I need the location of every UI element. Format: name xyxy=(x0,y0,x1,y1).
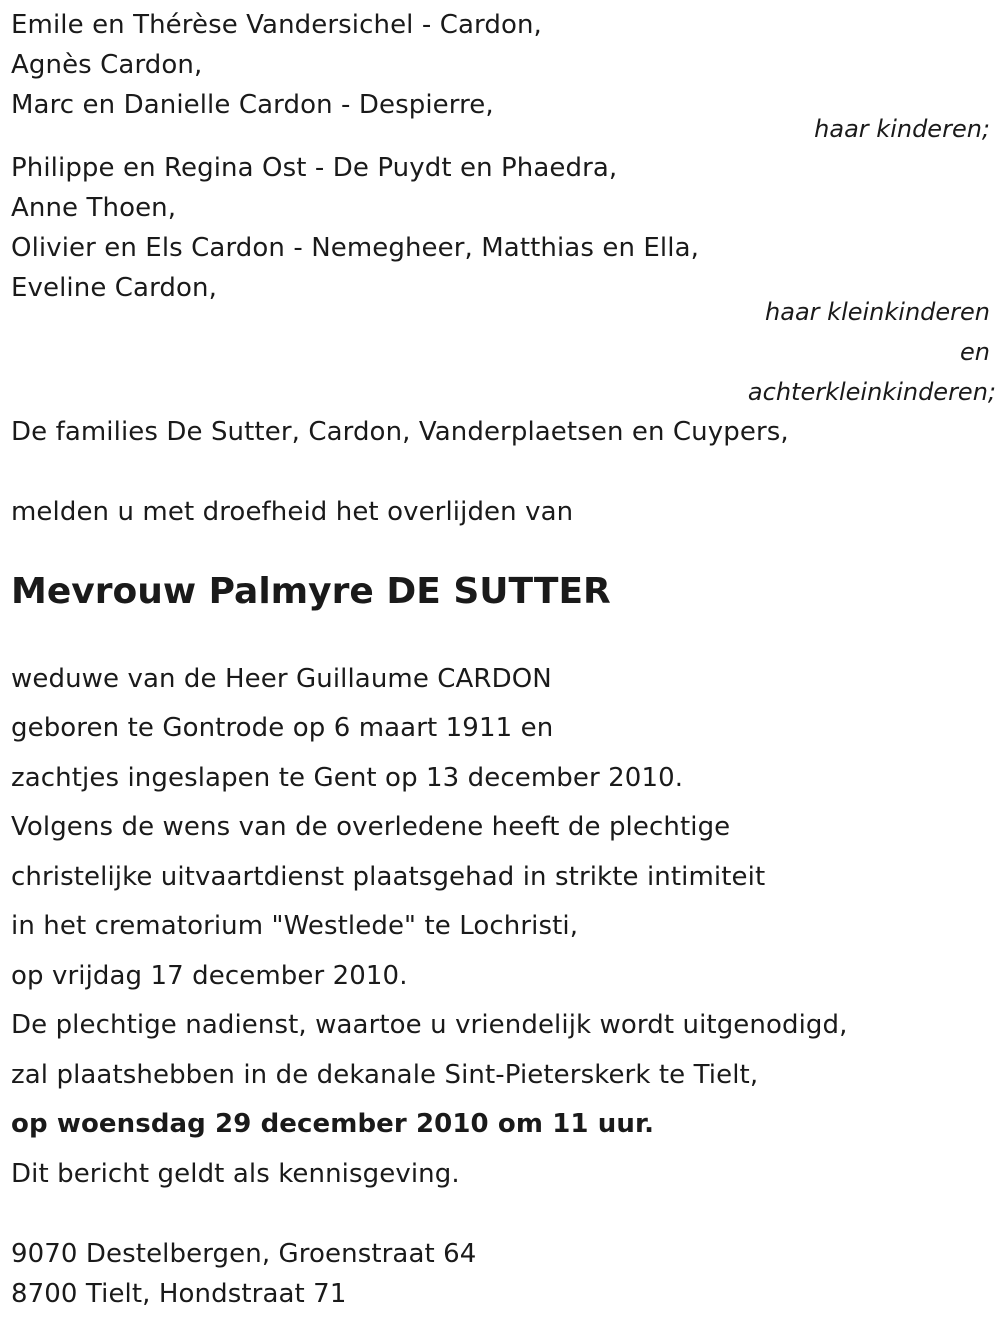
grandchild-line: Olivier en Els Cardon - Nemegheer, Matthias en Ella, xyxy=(11,233,699,263)
body-line: christelijke uitvaartdienst plaatsgehad in strikte intimiteit xyxy=(11,862,766,892)
address-line: 8700 Tielt, Hondstraat 71 xyxy=(11,1279,347,1309)
service-date: op woensdag 29 december 2010 om 11 uur. xyxy=(11,1109,655,1139)
child-line: Emile en Thérèse Vandersichel - Cardon, xyxy=(11,10,542,40)
body-line: Volgens de wens van de overledene heeft de plechtige xyxy=(11,812,731,842)
child-line: Agnès Cardon, xyxy=(11,50,203,80)
families-line: De families De Sutter, Cardon, Vanderplaetsen en Cuypers, xyxy=(11,417,789,447)
body-line: in het crematorium "Westlede" te Lochristi, xyxy=(11,911,579,941)
grandchildren-caption-line: achterkleinkinderen; xyxy=(747,378,996,406)
body-line: zachtjes ingeslapen te Gent op 13 december 2010. xyxy=(11,763,684,793)
announcement-line: melden u met droefheid het overlijden van xyxy=(11,497,574,527)
address-line: 9070 Destelbergen, Groenstraat 64 xyxy=(11,1239,477,1269)
children-caption: haar kinderen; xyxy=(814,115,990,143)
body-line: zal plaatshebben in de dekanale Sint-Pieterskerk te Tielt, xyxy=(11,1060,759,1090)
grandchildren-caption-line: en xyxy=(960,338,990,366)
grandchild-line: Anne Thoen, xyxy=(11,193,177,223)
grandchildren-caption-line: haar kleinkinderen xyxy=(765,298,990,326)
body-line: geboren te Gontrode op 6 maart 1911 en xyxy=(11,713,554,743)
child-line: Marc en Danielle Cardon - Despierre, xyxy=(11,90,494,120)
grandchild-line: Philippe en Regina Ost - De Puydt en Phaedra, xyxy=(11,153,618,183)
notice-line: Dit bericht geldt als kennisgeving. xyxy=(11,1159,460,1189)
body-line: weduwe van de Heer Guillaume CARDON xyxy=(11,664,552,694)
body-line: op vrijdag 17 december 2010. xyxy=(11,961,408,991)
grandchild-line: Eveline Cardon, xyxy=(11,273,217,303)
body-line: De plechtige nadienst, waartoe u vriendelijk wordt uitgenodigd, xyxy=(11,1010,848,1040)
deceased-name: Mevrouw Palmyre DE SUTTER xyxy=(11,571,611,612)
